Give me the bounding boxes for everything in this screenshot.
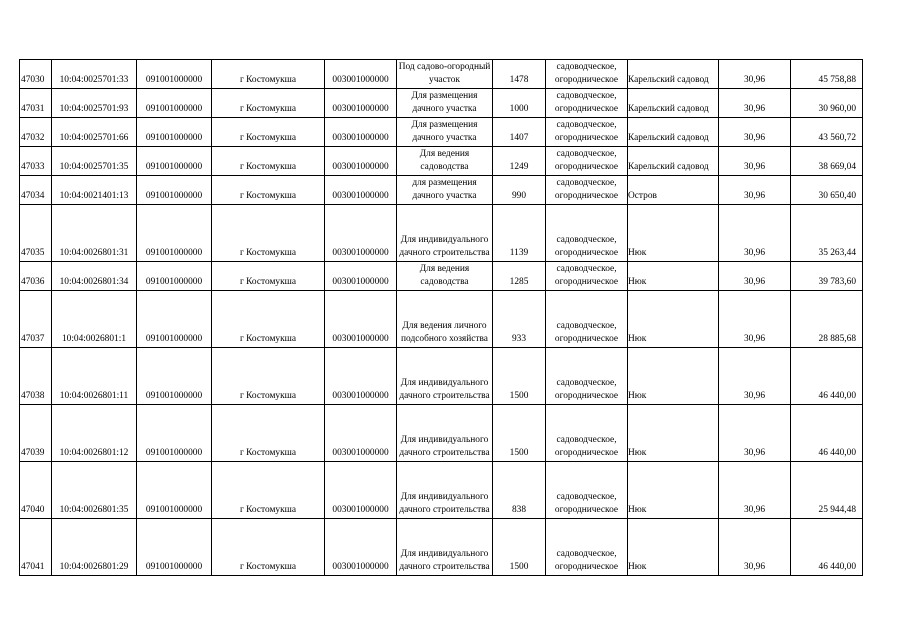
locality-cell: г Костомукша xyxy=(212,519,325,576)
locality-cell: г Костомукша xyxy=(212,60,325,89)
oktmo-code-cell: 003001000000 xyxy=(325,348,397,405)
row-number-cell: 47032 xyxy=(20,118,52,147)
association-cell: Нюк xyxy=(628,205,719,262)
table-row xyxy=(20,176,863,205)
area-cell: 1500 xyxy=(493,405,546,462)
okato-code-cell: 091001000000 xyxy=(137,205,212,262)
association-cell: Нюк xyxy=(628,462,719,519)
row-number-cell: 47036 xyxy=(20,262,52,291)
permitted-use-cell: Для индивидуального дачного строительства xyxy=(397,519,493,576)
locality-cell: г Костомукша xyxy=(212,176,325,205)
area-cell: 1285 xyxy=(493,262,546,291)
okato-code-cell: 091001000000 xyxy=(137,118,212,147)
okato-code-cell: 091001000000 xyxy=(137,519,212,576)
locality-cell: г Костомукша xyxy=(212,291,325,348)
permitted-use-cell: Для индивидуального дачного строительства xyxy=(397,205,493,262)
locality-cell: г Костомукша xyxy=(212,205,325,262)
row-number-cell: 47040 xyxy=(20,462,52,519)
row-number-cell: 47041 xyxy=(20,519,52,576)
oktmo-code-cell: 003001000000 xyxy=(325,118,397,147)
cadastral-number-cell: 10:04:0026801:34 xyxy=(52,262,137,291)
table-row xyxy=(20,147,863,176)
okato-code-cell: 091001000000 xyxy=(137,291,212,348)
permitted-use-cell: Для размещения дачного участка xyxy=(397,118,493,147)
oktmo-code-cell: 003001000000 xyxy=(325,205,397,262)
row-number-cell: 47035 xyxy=(20,205,52,262)
category-cell: садоводческое, огородническое xyxy=(546,348,628,405)
category-cell: садоводческое, огородническое xyxy=(546,147,628,176)
oktmo-code-cell: 003001000000 xyxy=(325,262,397,291)
cadastral-number-cell: 10:04:0026801:29 xyxy=(52,519,137,576)
okato-code-cell: 091001000000 xyxy=(137,262,212,291)
table-row xyxy=(20,348,863,405)
rate-cell: 30,96 xyxy=(719,262,791,291)
table-row xyxy=(20,262,863,291)
cadastral-number-cell: 10:04:0026801:1 xyxy=(52,291,137,348)
cadastral-value-cell: 35 263,44 xyxy=(791,205,863,262)
rate-cell: 30,96 xyxy=(719,348,791,405)
association-cell: Карельский садовод xyxy=(628,60,719,89)
area-cell: 1249 xyxy=(493,147,546,176)
registry-body xyxy=(20,60,863,576)
permitted-use-cell: для размещения дачного участка xyxy=(397,176,493,205)
cadastral-value-cell: 38 669,04 xyxy=(791,147,863,176)
locality-cell: г Костомукша xyxy=(212,147,325,176)
association-cell: Карельский садовод xyxy=(628,147,719,176)
oktmo-code-cell: 003001000000 xyxy=(325,89,397,118)
table-row xyxy=(20,205,863,262)
association-cell: Нюк xyxy=(628,262,719,291)
rate-cell: 30,96 xyxy=(719,147,791,176)
row-number-cell: 47030 xyxy=(20,60,52,89)
row-number-cell: 47031 xyxy=(20,89,52,118)
cadastral-number-cell: 10:04:0026801:31 xyxy=(52,205,137,262)
permitted-use-cell: Для ведения садоводства xyxy=(397,262,493,291)
cadastral-number-cell: 10:04:0025701:66 xyxy=(52,118,137,147)
row-number-cell: 47039 xyxy=(20,405,52,462)
area-cell: 1139 xyxy=(493,205,546,262)
cadastral-value-cell: 45 758,88 xyxy=(791,60,863,89)
permitted-use-cell: Для ведения личного подсобного хозяйства xyxy=(397,291,493,348)
oktmo-code-cell: 003001000000 xyxy=(325,291,397,348)
cadastral-value-cell: 46 440,00 xyxy=(791,519,863,576)
cadastral-number-cell: 10:04:0026801:35 xyxy=(52,462,137,519)
cadastral-number-cell: 10:04:0025701:93 xyxy=(52,89,137,118)
oktmo-code-cell: 003001000000 xyxy=(325,462,397,519)
cadastral-number-cell: 10:04:0025701:33 xyxy=(52,60,137,89)
okato-code-cell: 091001000000 xyxy=(137,60,212,89)
category-cell: садоводческое, огородническое xyxy=(546,205,628,262)
row-number-cell: 47034 xyxy=(20,176,52,205)
rate-cell: 30,96 xyxy=(719,291,791,348)
area-cell: 990 xyxy=(493,176,546,205)
okato-code-cell: 091001000000 xyxy=(137,348,212,405)
land-registry-table xyxy=(19,59,863,576)
rate-cell: 30,96 xyxy=(719,60,791,89)
rate-cell: 30,96 xyxy=(719,89,791,118)
oktmo-code-cell: 003001000000 xyxy=(325,60,397,89)
permitted-use-cell: Для ведения садоводства xyxy=(397,147,493,176)
cadastral-value-cell: 28 885,68 xyxy=(791,291,863,348)
permitted-use-cell: Для индивидуального дачного строительства xyxy=(397,405,493,462)
category-cell: садоводческое, огородническое xyxy=(546,291,628,348)
area-cell: 1000 xyxy=(493,89,546,118)
category-cell: садоводческое, огородническое xyxy=(546,262,628,291)
association-cell: Нюк xyxy=(628,348,719,405)
row-number-cell: 47037 xyxy=(20,291,52,348)
association-cell: Нюк xyxy=(628,405,719,462)
row-number-cell: 47033 xyxy=(20,147,52,176)
permitted-use-cell: Для индивидуального дачного строительства xyxy=(397,462,493,519)
cadastral-value-cell: 25 944,48 xyxy=(791,462,863,519)
association-cell: Нюк xyxy=(628,291,719,348)
area-cell: 838 xyxy=(493,462,546,519)
permitted-use-cell: Для индивидуального дачного строительства xyxy=(397,348,493,405)
rate-cell: 30,96 xyxy=(719,205,791,262)
cadastral-value-cell: 46 440,00 xyxy=(791,405,863,462)
cadastral-value-cell: 46 440,00 xyxy=(791,348,863,405)
area-cell: 1500 xyxy=(493,348,546,405)
association-cell: Карельский садовод xyxy=(628,118,719,147)
oktmo-code-cell: 003001000000 xyxy=(325,405,397,462)
rate-cell: 30,96 xyxy=(719,118,791,147)
locality-cell: г Костомукша xyxy=(212,118,325,147)
cadastral-number-cell: 10:04:0026801:11 xyxy=(52,348,137,405)
cadastral-number-cell: 10:04:0021401:13 xyxy=(52,176,137,205)
category-cell: садоводческое, огородническое xyxy=(546,89,628,118)
cadastral-value-cell: 30 650,40 xyxy=(791,176,863,205)
okato-code-cell: 091001000000 xyxy=(137,405,212,462)
okato-code-cell: 091001000000 xyxy=(137,89,212,118)
oktmo-code-cell: 003001000000 xyxy=(325,519,397,576)
locality-cell: г Костомукша xyxy=(212,89,325,118)
locality-cell: г Костомукша xyxy=(212,405,325,462)
rate-cell: 30,96 xyxy=(719,462,791,519)
category-cell: садоводческое, огородническое xyxy=(546,118,628,147)
okato-code-cell: 091001000000 xyxy=(137,147,212,176)
row-number-cell: 47038 xyxy=(20,348,52,405)
rate-cell: 30,96 xyxy=(719,519,791,576)
oktmo-code-cell: 003001000000 xyxy=(325,176,397,205)
locality-cell: г Костомукша xyxy=(212,262,325,291)
locality-cell: г Костомукша xyxy=(212,348,325,405)
category-cell: садоводческое, огородническое xyxy=(546,176,628,205)
category-cell: садоводческое, огородническое xyxy=(546,519,628,576)
area-cell: 1478 xyxy=(493,60,546,89)
association-cell: Карельский садовод xyxy=(628,89,719,118)
cadastral-number-cell: 10:04:0025701:35 xyxy=(52,147,137,176)
table-row xyxy=(20,60,863,89)
area-cell: 1407 xyxy=(493,118,546,147)
association-cell: Нюк xyxy=(628,519,719,576)
table-row xyxy=(20,405,863,462)
oktmo-code-cell: 003001000000 xyxy=(325,147,397,176)
rate-cell: 30,96 xyxy=(719,405,791,462)
rate-cell: 30,96 xyxy=(719,176,791,205)
association-cell: Остров xyxy=(628,176,719,205)
locality-cell: г Костомукша xyxy=(212,462,325,519)
table-row xyxy=(20,89,863,118)
table-row xyxy=(20,462,863,519)
category-cell: садоводческое, огородническое xyxy=(546,462,628,519)
category-cell: садоводческое, огородническое xyxy=(546,60,628,89)
table-row xyxy=(20,519,863,576)
area-cell: 933 xyxy=(493,291,546,348)
category-cell: садоводческое, огородническое xyxy=(546,405,628,462)
cadastral-value-cell: 30 960,00 xyxy=(791,89,863,118)
cadastral-value-cell: 43 560,72 xyxy=(791,118,863,147)
permitted-use-cell: Для размещения дачного участка xyxy=(397,89,493,118)
okato-code-cell: 091001000000 xyxy=(137,462,212,519)
cadastral-value-cell: 39 783,60 xyxy=(791,262,863,291)
area-cell: 1500 xyxy=(493,519,546,576)
table-row xyxy=(20,118,863,147)
permitted-use-cell: Под садово-огородный участок xyxy=(397,60,493,89)
table-row xyxy=(20,291,863,348)
okato-code-cell: 091001000000 xyxy=(137,176,212,205)
cadastral-number-cell: 10:04:0026801:12 xyxy=(52,405,137,462)
